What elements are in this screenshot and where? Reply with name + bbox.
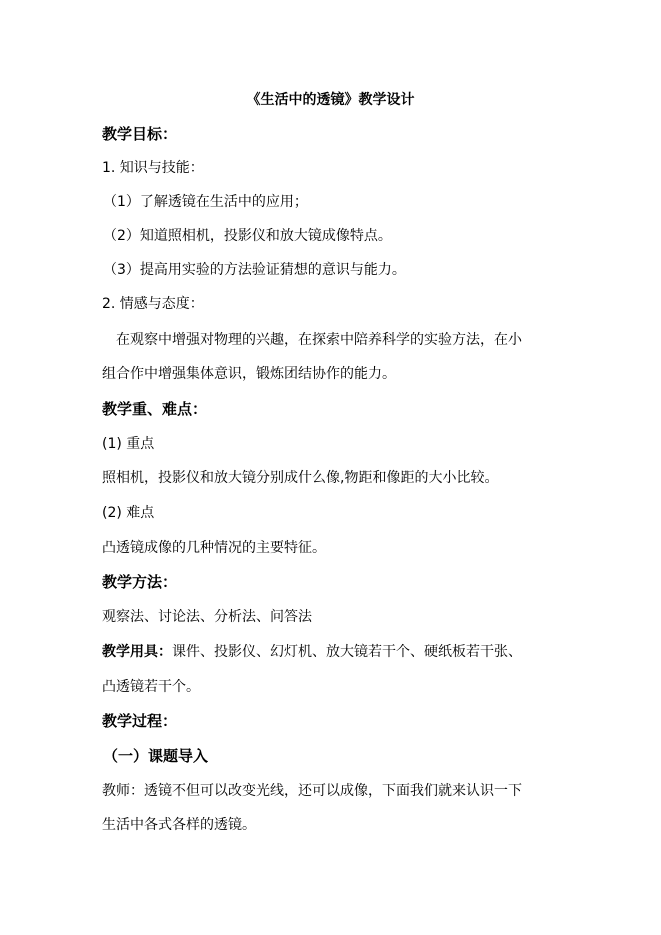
tools-line-1: [102, 642, 522, 662]
process-heading: 教学过程：: [102, 712, 178, 730]
knowledge-heading: 1. 知识与技能：: [102, 160, 204, 176]
tools-label: 教学用具：: [102, 644, 172, 660]
attitude-heading: 2. 情感与态度：: [102, 296, 204, 312]
knowledge-item-1: （1）了解透镜在生活中的应用；: [103, 194, 308, 210]
key-label: (1) 重点: [102, 436, 155, 452]
key-text: 照相机，投影仪和放大镜分别成什么像,物距和像距的大小比较。: [102, 470, 499, 486]
attitude-line-2: 组合作中增强集体意识，锻炼团结协作的能力。: [102, 366, 396, 382]
difficulty-text: 凸透镜成像的几种情况的主要特征。: [102, 540, 326, 556]
difficulty-label: (2) 难点: [102, 505, 155, 521]
methods-heading: 教学方法：: [102, 573, 178, 591]
tools-text-1: 课件、投影仪、幻灯机、放大镜若干个、硬纸板若干张、: [172, 644, 522, 660]
section1-line-1: 教师：透镜不但可以改变光线，还可以成像，下面我们就来认识一下: [102, 783, 522, 799]
key-points-heading: 教学重、难点：: [102, 400, 208, 418]
tools-line-2: 凸透镜若干个。: [102, 679, 200, 695]
objectives-heading: 教学目标：: [102, 125, 178, 143]
section1-line-2: 生活中各式各样的透镜。: [102, 817, 256, 833]
knowledge-item-3: （3）提高用实验的方法验证猜想的意识与能力。: [103, 262, 406, 278]
section1-heading: （一）课题导入: [103, 747, 209, 765]
methods-text: 观察法、讨论法、分析法、问答法: [102, 609, 312, 625]
document-title: 《生活中的透镜》教学设计: [246, 92, 415, 108]
knowledge-item-2: （2）知道照相机，投影仪和放大镜成像特点。: [103, 228, 392, 244]
attitude-line-1: 在观察中增强对物理的兴趣，在探索中陪养科学的实验方法，在小: [116, 332, 522, 348]
